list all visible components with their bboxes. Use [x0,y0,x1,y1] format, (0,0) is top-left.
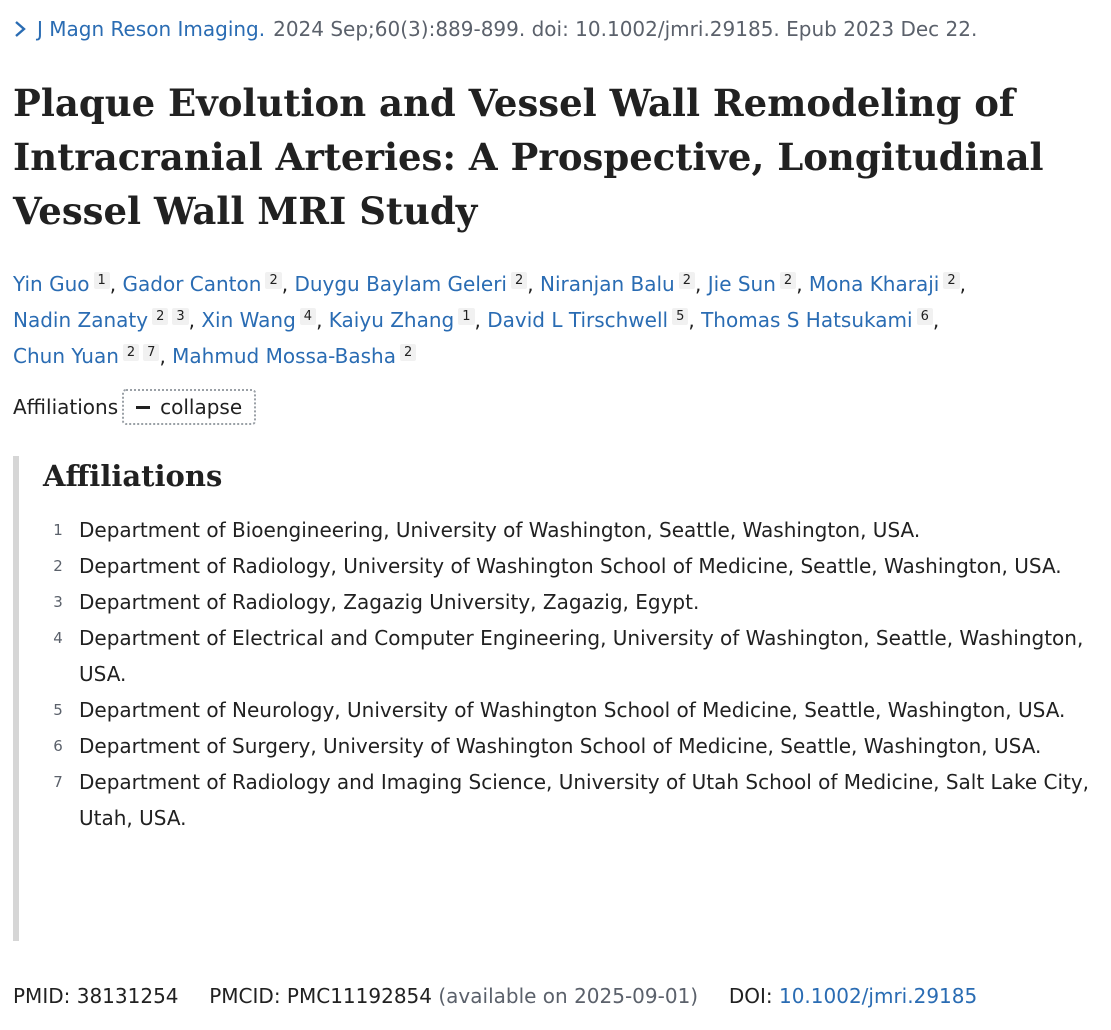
affiliation-ref-link[interactable]: 7 [143,344,159,361]
author-item: Kaiyu Zhang 1 , [328,308,481,332]
author-name-link[interactable]: Gador Canton [122,272,262,296]
author-item: Duygu Baylam Geleri 2 , [294,272,534,296]
affiliation-ref-link[interactable]: 4 [300,308,316,325]
citation-line [13,17,977,41]
affiliation-text: Department of Electrical and Computer Engineering, University of Washington, Seattle, Washington, USA. [79,626,1084,686]
affiliation-text: Department of Radiology and Imaging Science, University of Utah School of Medicine, Salt Lake City, Utah, USA. [79,770,1090,830]
citation-details: 2024 Sep;60(3):889-899. doi: 10.1002/jmri.29185. Epub 2023 Dec 22. [273,17,978,41]
affiliation-ref-link[interactable]: 2 [511,272,527,289]
author-name-link[interactable]: Kaiyu Zhang [328,308,455,332]
collapse-button-label: collapse [160,395,243,419]
author-name-link[interactable]: Chun Yuan [13,344,119,368]
pmid-value: 38131254 [76,984,179,1008]
affiliation-ref-link[interactable]: 2 [123,344,139,361]
affiliation-item [43,620,1098,692]
author-name-link[interactable]: Mona Kharaji [808,272,940,296]
affiliations-toggle-row [13,389,256,425]
pmcid-availability-note: (available on 2025-09-01) [438,984,699,1008]
article-title: Plaque Evolution and Vessel Wall Remodeling of Intracranial Arteries: A Prospective, Longitudinal Vessel Wall MRI Study [13,81,1044,233]
identifiers-line [13,984,977,1008]
affiliation-item [43,512,1098,548]
affiliation-number: 6 [53,737,63,755]
affiliations-list [43,512,1098,836]
affiliation-ref-link[interactable]: 1 [94,272,110,289]
affiliation-number: 2 [53,557,63,575]
collapse-affiliations-button[interactable] [122,389,256,425]
affiliation-text: Department of Radiology, Zagazig University, Zagazig, Egypt. [79,590,700,614]
affiliations-heading: Affiliations [43,459,223,493]
pmcid-label: PMCID: [209,984,281,1008]
minus-icon [136,406,150,409]
author-name-link[interactable]: David L Tirschwell [487,308,669,332]
author-name-link[interactable]: Niranjan Balu [540,272,675,296]
affiliation-text: Department of Radiology, University of Washington School of Medicine, Seattle, Washington, USA. [79,554,1062,578]
author-item: Xin Wang 4 , [201,308,323,332]
affiliations-label: Affiliations [13,395,119,419]
author-name-link[interactable]: Yin Guo [13,272,90,296]
affiliation-number: 1 [53,521,63,539]
author-item: Jie Sun 2 , [707,272,803,296]
author-item: Mona Kharaji 2 , [808,272,966,296]
author-item: David L Tirschwell 5 , [487,308,695,332]
affiliation-ref-link[interactable]: 5 [672,308,688,325]
affiliation-ref-link[interactable]: 3 [172,308,188,325]
author-name-link[interactable]: Duygu Baylam Geleri [294,272,507,296]
affiliation-ref-link[interactable]: 2 [265,272,281,289]
author-item: Thomas S Hatsukami 6 , [701,308,940,332]
author-name-link[interactable]: Jie Sun [707,272,776,296]
affiliation-item [43,548,1098,584]
journal-link[interactable]: J Magn Reson Imaging. [37,17,266,41]
doi-link[interactable]: 10.1002/jmri.29185 [778,984,978,1008]
pmcid-value: PMC11192854 [286,984,432,1008]
affiliation-item [43,584,1098,620]
affiliations-panel [13,456,1098,941]
author-item: Nadin Zanaty 2 3 , [13,308,195,332]
affiliation-ref-link[interactable]: 2 [679,272,695,289]
affiliation-text: Department of Surgery, University of Washington School of Medicine, Seattle, Washington, USA. [79,734,1042,758]
affiliation-item [43,764,1098,836]
affiliation-item [43,728,1098,764]
author-item [172,344,416,368]
doi-label: DOI: [728,984,773,1008]
affiliation-item [43,692,1098,728]
affiliation-ref-link[interactable]: 2 [400,344,416,361]
affiliation-ref-link[interactable]: 1 [458,308,474,325]
author-name-link[interactable]: Mahmud Mossa-Basha [172,344,396,368]
affiliation-text: Department of Neurology, University of Washington School of Medicine, Seattle, Washington, USA. [79,698,1066,722]
affiliation-number: 3 [53,593,63,611]
affiliation-number: 4 [53,629,63,647]
author-item: Yin Guo 1 , [13,272,117,296]
author-name-link[interactable]: Xin Wang [201,308,296,332]
author-name-link[interactable]: Thomas S Hatsukami [701,308,913,332]
affiliation-ref-link[interactable]: 6 [917,308,933,325]
affiliation-text: Department of Bioengineering, University of Washington, Seattle, Washington, USA. [79,518,921,542]
affiliation-ref-link[interactable]: 2 [152,308,168,325]
affiliation-number: 5 [53,701,63,719]
author-item: Niranjan Balu 2 , [540,272,702,296]
affiliation-number: 7 [53,773,63,791]
affiliation-ref-link[interactable]: 2 [943,272,959,289]
author-item: Chun Yuan 2 7 , [13,344,166,368]
pmid-label: PMID: [13,984,71,1008]
author-list [13,266,1093,374]
affiliation-ref-link[interactable]: 2 [780,272,796,289]
chevron-right-icon[interactable] [13,19,27,39]
author-name-link[interactable]: Nadin Zanaty [13,308,149,332]
author-item: Gador Canton 2 , [122,272,289,296]
